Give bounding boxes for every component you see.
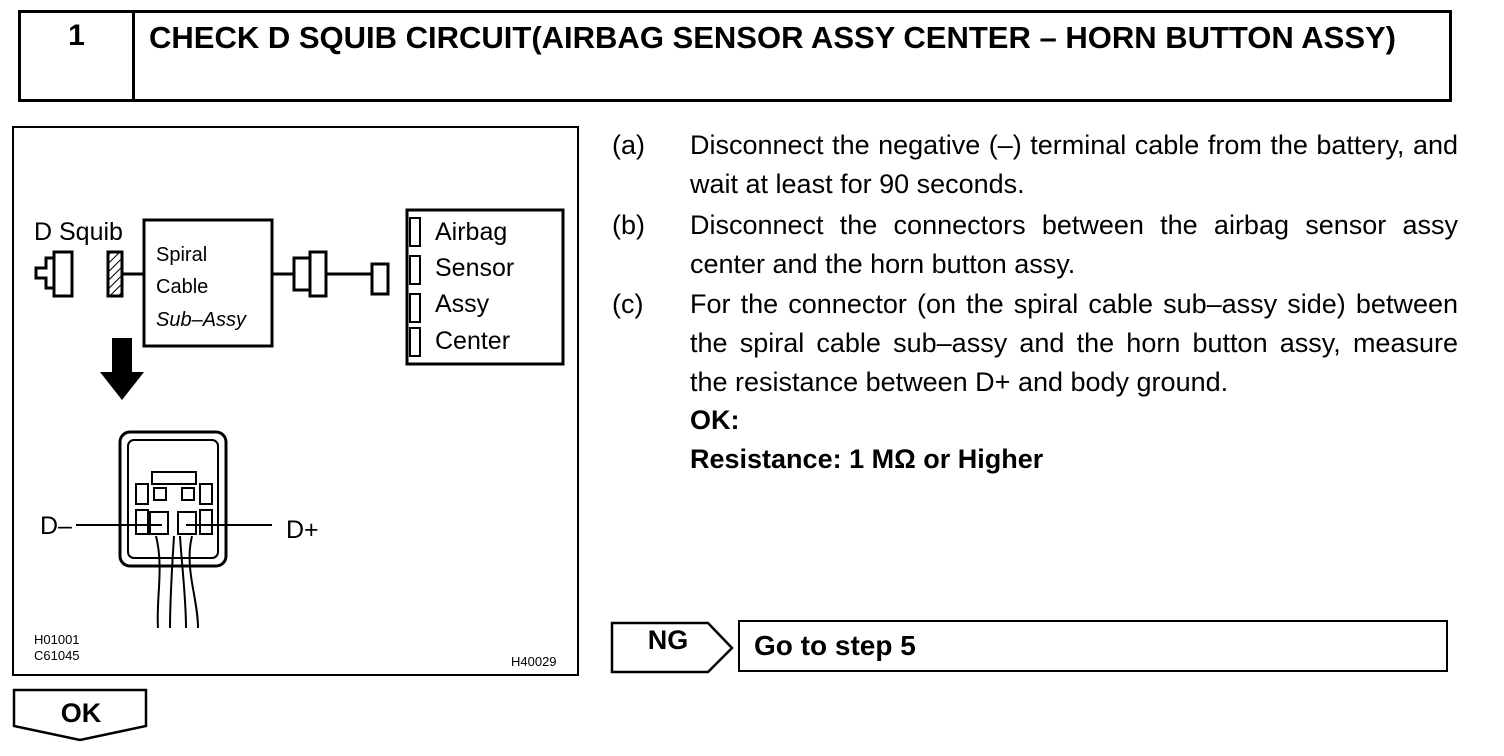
- down-arrow-icon: [100, 338, 144, 400]
- ok-criteria-label: OK:: [690, 405, 740, 435]
- d-minus-label: D–: [40, 512, 72, 540]
- step-c-letter: (c): [612, 289, 644, 319]
- ng-button[interactable]: NG: [647, 625, 689, 655]
- step-title: CHECK D SQUIB CIRCUIT(AIRBAG SENSOR ASSY CENTER – HORN BUTTON ASSY): [149, 20, 1396, 55]
- ok-button[interactable]: OK: [60, 698, 102, 728]
- figure-code-left-1: H01001: [34, 632, 80, 647]
- connector-face-graphic: [120, 432, 226, 628]
- circuit-diagram: [14, 128, 577, 674]
- go-to-step-5-link[interactable]: Go to step 5: [738, 620, 1448, 672]
- resistance-spec: Resistance: 1 MΩ or Higher: [690, 444, 1044, 474]
- airbag-sensor-line-4: Center: [435, 327, 511, 355]
- step-b-letter: (b): [612, 210, 645, 240]
- d-squib-connector-graphic: [36, 252, 144, 296]
- figure-code-left-2: C61045: [34, 648, 80, 663]
- sensor-connector-graphic: [272, 252, 388, 296]
- spiral-cable-line-1: Spiral: [156, 244, 208, 266]
- step-a-text: Disconnect the negative (–) terminal cable from the battery, and wait at least for 90 seconds.: [690, 130, 1458, 199]
- step-c-text: For the connector (on the spiral cable sub–assy side) between the spiral cable sub–assy and the horn button assy, measure the resistance between D+ and body ground.: [690, 289, 1458, 397]
- spiral-cable-line-3: Sub–Assy: [156, 309, 247, 331]
- airbag-sensor-line-1: Airbag: [435, 218, 508, 246]
- d-squib-label: D Squib: [34, 218, 123, 246]
- circuit-figure: [12, 126, 579, 676]
- step-header: [18, 10, 1452, 102]
- step-b-text: Disconnect the connectors between the airbag sensor assy center and the horn button assy.: [690, 210, 1458, 279]
- airbag-sensor-line-2: Sensor: [435, 254, 515, 282]
- spiral-cable-line-2: Cable: [156, 276, 209, 298]
- figure-code-right: H40029: [511, 654, 557, 669]
- airbag-sensor-line-3: Assy: [435, 290, 490, 318]
- step-a-letter: (a): [612, 130, 645, 160]
- d-plus-label: D+: [286, 516, 319, 544]
- step-number: 1: [21, 13, 135, 99]
